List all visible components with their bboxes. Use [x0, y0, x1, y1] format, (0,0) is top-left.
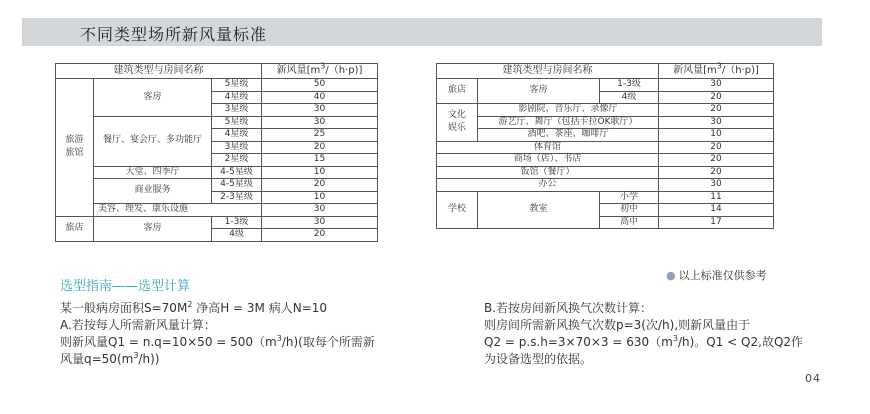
room-cell: 客房 [94, 79, 212, 117]
room-cell: 办公 [437, 179, 659, 192]
table-row [437, 154, 774, 167]
room-cell: 餐厅、宴会厅、多功能厅 [94, 116, 212, 166]
value-cell: 20 [262, 179, 378, 192]
value-cell: 30 [262, 216, 378, 229]
value-cell: 10 [262, 191, 378, 204]
level-cell: 1-3级 [600, 79, 659, 92]
level-cell: 4星级 [212, 91, 262, 104]
bullet-icon: ● [666, 269, 676, 282]
title-banner [22, 18, 822, 46]
group-cell: 学校 [437, 191, 478, 229]
table-row [56, 216, 378, 229]
table-row [437, 166, 774, 179]
value-cell: 30 [262, 116, 378, 129]
value-cell: 30 [659, 79, 774, 92]
room-cell: 大堂、四季厅 [94, 166, 212, 179]
page-title: 不同类型场所新风量标准 [80, 25, 268, 44]
section-title: 选型指南——选型计算 [60, 279, 191, 294]
table-row [437, 104, 774, 117]
level-cell: 4星级 [212, 129, 262, 142]
table-row [56, 166, 378, 179]
value-cell: 20 [659, 91, 774, 104]
value-cell: 30 [659, 179, 774, 192]
level-cell: 4-5星级 [212, 179, 262, 192]
level-cell: 高中 [600, 216, 659, 229]
value-cell: 25 [262, 129, 378, 142]
room-cell: 客房 [94, 216, 212, 241]
calc-method-a: 某一般病房面积$S=70M^2$ 净高H = 3M 病人N=10 A.若按每人所需新风量计算： 则新风量$Q1 = n.q=10\times 50 = 500(m^3/h)$(取每个所需新 风量$q=50(m^3/h)$) [60, 300, 375, 366]
table-row [56, 79, 378, 92]
table-row [437, 179, 774, 192]
room-cell: 商场（店）、书店 [437, 154, 659, 167]
table-header-row [437, 64, 774, 79]
ventilation-table-left [55, 63, 378, 242]
level-cell: 3星级 [212, 141, 262, 154]
value-cell: 15 [262, 154, 378, 167]
table-row [437, 79, 774, 92]
room-cell: 酒吧、茶座、咖啡厅 [478, 129, 659, 142]
value-cell: 10 [659, 129, 774, 142]
value-cell: 10 [262, 166, 378, 179]
value-cell: 30 [262, 104, 378, 117]
value-cell: 50 [262, 79, 378, 92]
group-cell: 旅店 [437, 79, 478, 104]
group-cell: 旅游 旅馆 [56, 79, 94, 217]
table-row [56, 204, 378, 217]
level-cell: 5星级 [212, 116, 262, 129]
table-row [56, 179, 378, 192]
value-cell: 20 [262, 141, 378, 154]
header-type: 建筑类型与房间名称 [56, 64, 262, 79]
ventilation-table-right [436, 63, 774, 229]
level-cell: 2星级 [212, 154, 262, 167]
header-type: 建筑类型与房间名称 [437, 64, 659, 79]
header-rate: 新风量$[m^3/(h\cdot p)]$ [262, 64, 378, 79]
calc-method-b: B.若按房间新风换气次数计算： 则房间所需新风换气次数p=3(次/h),则新风量由于 $Q2 = p.s.h=3\times 70\times 3 = 630(m^3/h)$。Q1 < Q2,故Q2作 为设备选型的依据。 [484, 301, 804, 366]
table-row [437, 116, 774, 129]
level-cell: 3星级 [212, 104, 262, 117]
room-cell: 美容、理发、康乐设施 [94, 204, 262, 217]
table-row [437, 129, 774, 142]
value-cell: 14 [659, 204, 774, 217]
level-cell: 4级 [600, 91, 659, 104]
value-cell: 17 [659, 216, 774, 229]
value-cell: 20 [659, 104, 774, 117]
value-cell: 20 [659, 154, 774, 167]
room-cell: 客房 [478, 79, 600, 104]
value-cell: 30 [659, 116, 774, 129]
room-cell: 游艺厅、舞厅（包括卡拉OK歌厅） [478, 116, 659, 129]
room-cell: 教室 [478, 191, 600, 229]
value-cell: 40 [262, 91, 378, 104]
level-cell: 初中 [600, 204, 659, 217]
table-header-row [56, 64, 378, 79]
room-cell: 饭馆（餐厅） [437, 166, 659, 179]
level-cell: 2-3星级 [212, 191, 262, 204]
table-row [437, 141, 774, 154]
value-cell: 11 [659, 191, 774, 204]
value-cell: 20 [659, 141, 774, 154]
room-cell: 商业服务 [94, 179, 212, 204]
group-cell: 旅店 [56, 216, 94, 241]
table-row [56, 116, 378, 129]
group-cell: 文化 娱乐 [437, 104, 478, 142]
room-cell: 体育馆 [437, 141, 659, 154]
value-cell: 30 [262, 204, 378, 217]
level-cell: 小学 [600, 191, 659, 204]
level-cell: 4级 [212, 229, 262, 242]
value-cell: 20 [262, 229, 378, 242]
level-cell: 1-3级 [212, 216, 262, 229]
room-cell: 影剧院、音乐厅、录像厅 [478, 104, 659, 117]
reference-note: ● 以上标准仅供参考 [666, 269, 767, 282]
value-cell: 20 [659, 166, 774, 179]
level-cell: 4-5星级 [212, 166, 262, 179]
page-number: 04 [805, 372, 821, 385]
table-row [437, 191, 774, 204]
level-cell: 5星级 [212, 79, 262, 92]
header-rate: 新风量$[m^3/(h\cdot p)]$ [659, 64, 774, 79]
